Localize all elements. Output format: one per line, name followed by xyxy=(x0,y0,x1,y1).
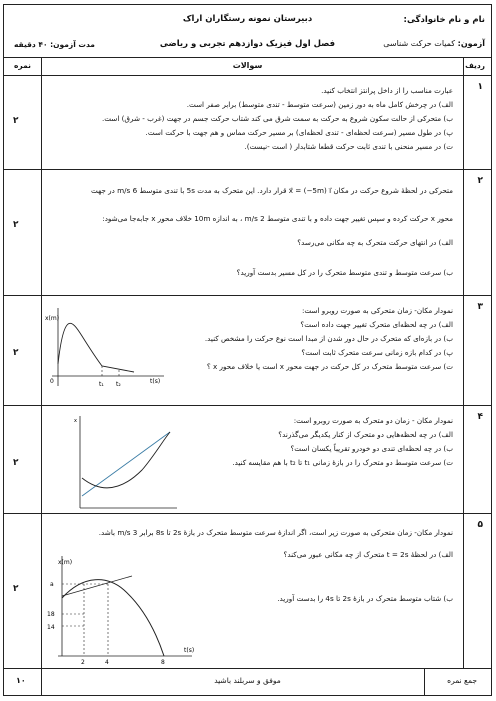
graph-t2: t₂ xyxy=(116,381,121,388)
col-row-label: ردیف xyxy=(465,61,485,70)
graph-x-label: t(s) xyxy=(184,647,195,654)
graph-y-marker: a xyxy=(50,581,54,588)
graph-y-label: x(m) xyxy=(58,559,73,566)
graph-x-label: t(s) xyxy=(150,378,161,385)
question-2 xyxy=(4,169,491,295)
question-line: ت) سرعت متوسط متحرک در کل حرکت در جهت محور x است یا خلاف محور x ؟ xyxy=(206,362,453,371)
question-5 xyxy=(4,513,491,668)
question-line: ب) متحرکی از حالت سکون شروع به حرکت به سمت شرق می کند شتاب حرکت جسم در جهت (غرب - شرق) است. xyxy=(101,114,453,123)
question-line: الف) در انتهای حرکت متحرک به چه مکانی می‌رسد؟ xyxy=(297,238,453,247)
exam-duration: مدت آزمون: ۴۰ دقیقه xyxy=(14,40,95,49)
position-time-graph xyxy=(44,550,204,666)
question-line: نمودار مکان - زمان دو متحرک به صورت روبرو است: xyxy=(293,416,453,425)
graph-origin: 0 xyxy=(50,378,54,385)
question-line: پ) در طول مسیر (سرعت لحظه‌ای - تندی لحظه‌ای) بر مسیر حرکت مماس و هم جهت با حرکت است. xyxy=(145,128,453,137)
total-label: جمع نمره xyxy=(447,676,477,685)
exam-subject: کمیات حرکت شناسی xyxy=(383,39,456,48)
question-number: ۲ xyxy=(477,176,483,186)
question-score: ۲ xyxy=(13,116,19,126)
question-score: ۲ xyxy=(13,458,19,468)
question-line: محور x حرکت کرده و سپس تغییر جهت داده و با تندی متوسط 2 m/s ، به اندازه 10m خلاف محور x جابه‌جا می‌شود: xyxy=(102,214,453,223)
col-score-label: نمره xyxy=(14,61,31,70)
question-line: عبارت مناسب را از داخل پرانتز انتخاب کنید. xyxy=(321,86,453,95)
question-4 xyxy=(4,405,491,513)
question-line: متحرکی در لحظهٔ شروع حرکت در مکان x⃗ = (−5m) i⃗ قرار دارد. این متحرک به مدت 5s با تندی متوسط 6 m/s در جهت xyxy=(91,186,453,195)
position-time-graph xyxy=(44,300,174,400)
question-number: ۱ xyxy=(477,82,483,92)
question-line: نمودار مکان- زمان متحرکی به صورت زیر است، اگر اندازهٔ سرعت متوسط متحرک در بازهٔ 2s تا 8s برابر 3 m/s باشد. xyxy=(98,528,453,537)
question-line: الف) در چه لحظه‌ای متحرک تغییر جهت داده است؟ xyxy=(300,320,453,329)
question-line: ب) در بازه‌ای که متحرک در حال دور شدن از مبدا است نوع حرکت را مشخص کنید. xyxy=(204,334,453,343)
exam-sheet xyxy=(3,4,492,696)
course-title: فصل اول فیزیک دوازدهم تجربی و ریاضی xyxy=(159,39,336,49)
question-line: ت) در مسیر منحنی با تندی ثابت حرکت قطعا شتابدار ( است -نیست). xyxy=(244,142,453,151)
question-number: ۳ xyxy=(477,302,483,312)
question-line: پ) در کدام بازه زمانی سرعت متحرک ثابت است؟ xyxy=(301,348,453,357)
table-header xyxy=(4,57,491,75)
graph-y-label: x xyxy=(74,418,77,424)
question-3 xyxy=(4,295,491,405)
student-name-label: نام و نام خانوادگی: xyxy=(403,15,485,25)
graph-t1: t₁ xyxy=(99,381,104,388)
graph-y-label: x(m) xyxy=(45,315,60,322)
good-luck-message: موفق و سربلند باشید xyxy=(214,676,281,685)
question-number: ۴ xyxy=(477,412,483,422)
question-line: الف) در چرخش کامل ماه به دور زمین (سرعت متوسط - تندی متوسط) برابر صفر است. xyxy=(186,100,453,109)
graph-x-tick: 2 xyxy=(81,659,85,666)
graph-x-tick: 4 xyxy=(105,659,109,666)
graph-x-tick: 8 xyxy=(161,659,165,666)
graph-y-tick: 14 xyxy=(47,624,55,631)
graph-y-tick: 18 xyxy=(47,611,55,618)
question-1 xyxy=(4,75,491,169)
question-line: ب) شتاب متوسط متحرک در بازهٔ 2s تا 4s را بدست آورید. xyxy=(277,594,453,603)
question-score: ۲ xyxy=(13,220,19,230)
question-score: ۲ xyxy=(13,348,19,358)
col-questions-label: سوالات xyxy=(232,61,263,70)
question-line: الف) در لحظهٔ t = 2s متحرک از چه مکانی عبور می‌کند؟ xyxy=(283,550,453,559)
total-score: ۱۰ xyxy=(16,676,26,685)
question-score: ۲ xyxy=(13,584,19,594)
question-line: نمودار مکان- زمان متحرکی به صورت روبرو است: xyxy=(301,306,453,315)
school-name: دبیرستان نمونه رستگاران اراک xyxy=(182,14,313,24)
question-number: ۵ xyxy=(477,520,483,530)
question-line: ب) سرعت متوسط و تندی متوسط متحرک را در کل مسیر بدست آورید؟ xyxy=(236,268,453,277)
exam-label: آزمون: xyxy=(457,39,485,48)
question-line: ب) در چه لحظه‌ای تندی دو خودرو تقریباً یکسان است؟ xyxy=(290,444,453,453)
question-line: ت) سرعت متوسط دو متحرک را در بازهٔ زمانی t₁ تا t₂ با هم مقایسه کنید. xyxy=(232,458,453,467)
question-line: الف) در چه لحظه‌هایی دو متحرک از کنار یکدیگر می‌گذرند؟ xyxy=(278,430,453,439)
two-movers-graph xyxy=(62,410,182,510)
footer-row xyxy=(4,668,491,695)
